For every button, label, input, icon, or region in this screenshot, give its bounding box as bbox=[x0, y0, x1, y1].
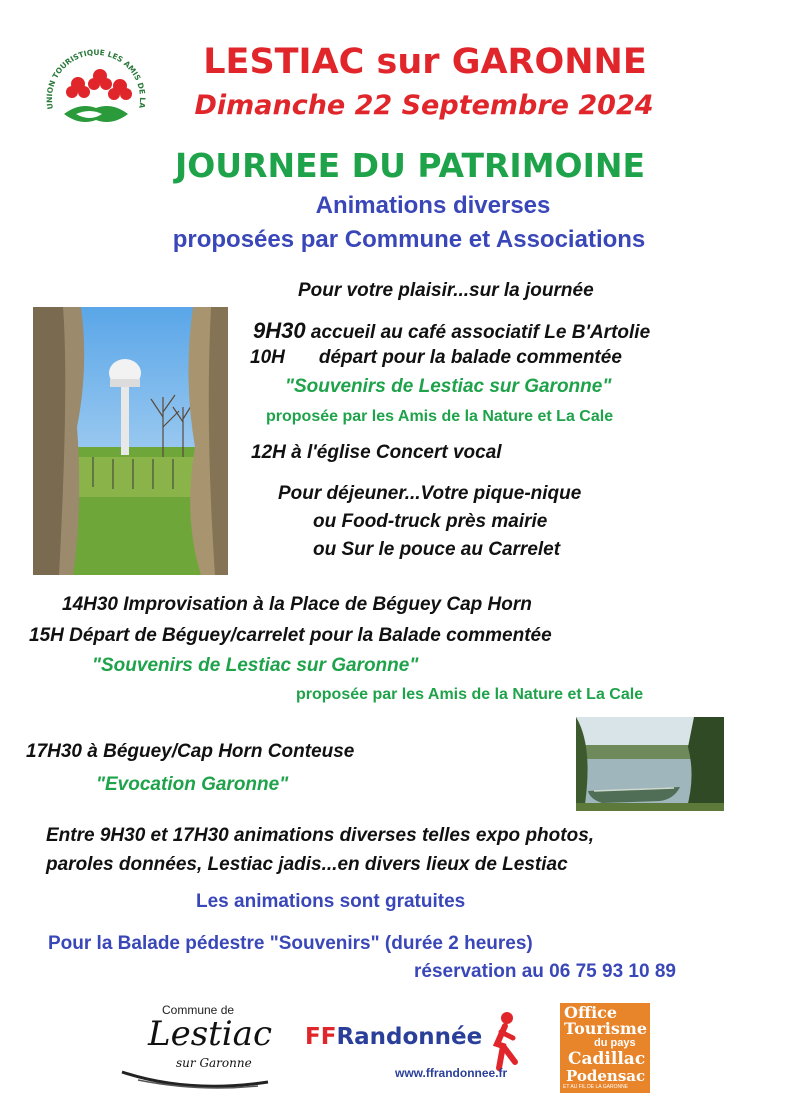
accueil-text: accueil au café associatif Le B'Artolie bbox=[305, 322, 651, 343]
office-l1: Office bbox=[564, 1003, 618, 1022]
svg-text:UNION TOURISTIQUE LES AMIS DE: UNION TOURISTIQUE LES AMIS DE LA bbox=[44, 47, 148, 111]
souvenirs-title-afternoon: "Souvenirs de Lestiac sur Garonne" bbox=[92, 655, 419, 676]
water-tower-photo bbox=[33, 307, 228, 575]
subtitle-animations: Animations diverses bbox=[315, 192, 551, 219]
office-l4: Cadillac bbox=[568, 1049, 646, 1069]
improvisation-line: 14H30 Improvisation à la Place de Béguey Cap Horn bbox=[62, 594, 532, 615]
river-boat-photo bbox=[576, 717, 724, 811]
ffr-ff: FF bbox=[305, 1024, 337, 1050]
time-930: 9H30 bbox=[253, 318, 306, 343]
depart-text: départ pour la balade commentée bbox=[318, 347, 622, 368]
commune-sub: sur Garonne bbox=[176, 1056, 252, 1070]
proposee-morning: proposée par les Amis de la Nature et La Cale bbox=[266, 408, 614, 425]
reservation-line: réservation au 06 75 93 10 89 bbox=[414, 961, 676, 982]
ffr-url: www.ffrandonnee.fr bbox=[395, 1066, 508, 1080]
concert-line: 12H à l'église Concert vocal bbox=[251, 442, 502, 463]
subtitle-proposees: proposées par Commune et Associations bbox=[172, 226, 646, 253]
time-10h: 10H bbox=[250, 347, 285, 368]
morning-line-2 bbox=[250, 347, 622, 369]
page-title: LESTIAC sur GARONNE bbox=[203, 42, 647, 82]
proposee-afternoon: proposée par les Amis de la Nature et La Cale bbox=[296, 686, 644, 703]
commune-top-text: Commune de bbox=[162, 1003, 235, 1017]
event-name: JOURNEE DU PATRIMOINE bbox=[174, 146, 646, 185]
souvenirs-title-morning: "Souvenirs de Lestiac sur Garonne" bbox=[285, 376, 612, 397]
conteuse-line: 17H30 à Béguey/Cap Horn Conteuse bbox=[26, 741, 355, 762]
evocation-title: "Evocation Garonne" bbox=[96, 774, 289, 795]
morning-line-1 bbox=[253, 318, 650, 344]
animations-line-1: Entre 9H30 et 17H30 animations diverses telles expo photos, bbox=[46, 825, 595, 846]
intro-line: Pour votre plaisir...sur la journée bbox=[298, 280, 594, 301]
commune-name: Lestiac bbox=[148, 1014, 272, 1054]
carrelet-line: ou Sur le pouce au Carrelet bbox=[313, 539, 561, 560]
animations-line-2: paroles données, Lestiac jadis...en divers lieux de Lestiac bbox=[46, 854, 568, 875]
office-l2: Tourisme bbox=[564, 1019, 647, 1038]
office-tourisme-logo bbox=[560, 1003, 650, 1093]
office-l6: ET AU FIL DE LA GARONNE bbox=[563, 1084, 629, 1090]
foodtruck-line: ou Food-truck près mairie bbox=[313, 511, 548, 532]
commune-logo bbox=[118, 1000, 278, 1095]
depart-beguey-line: 15H Départ de Béguey/carrelet pour la Balade commentée bbox=[29, 625, 552, 646]
office-l3: du pays bbox=[594, 1037, 636, 1049]
balade-line: Pour la Balade pédestre "Souvenirs" (durée 2 heures) bbox=[48, 933, 533, 954]
office-l5: Podensac bbox=[566, 1067, 646, 1085]
event-date: Dimanche 22 Septembre 2024 bbox=[194, 90, 654, 121]
ffrandonnee-logo bbox=[305, 1010, 525, 1085]
dejeuner-line: Pour déjeuner...Votre pique-nique bbox=[278, 483, 582, 504]
gratuites-line: Les animations sont gratuites bbox=[196, 891, 466, 912]
ffr-name: Randonnée bbox=[336, 1024, 483, 1050]
